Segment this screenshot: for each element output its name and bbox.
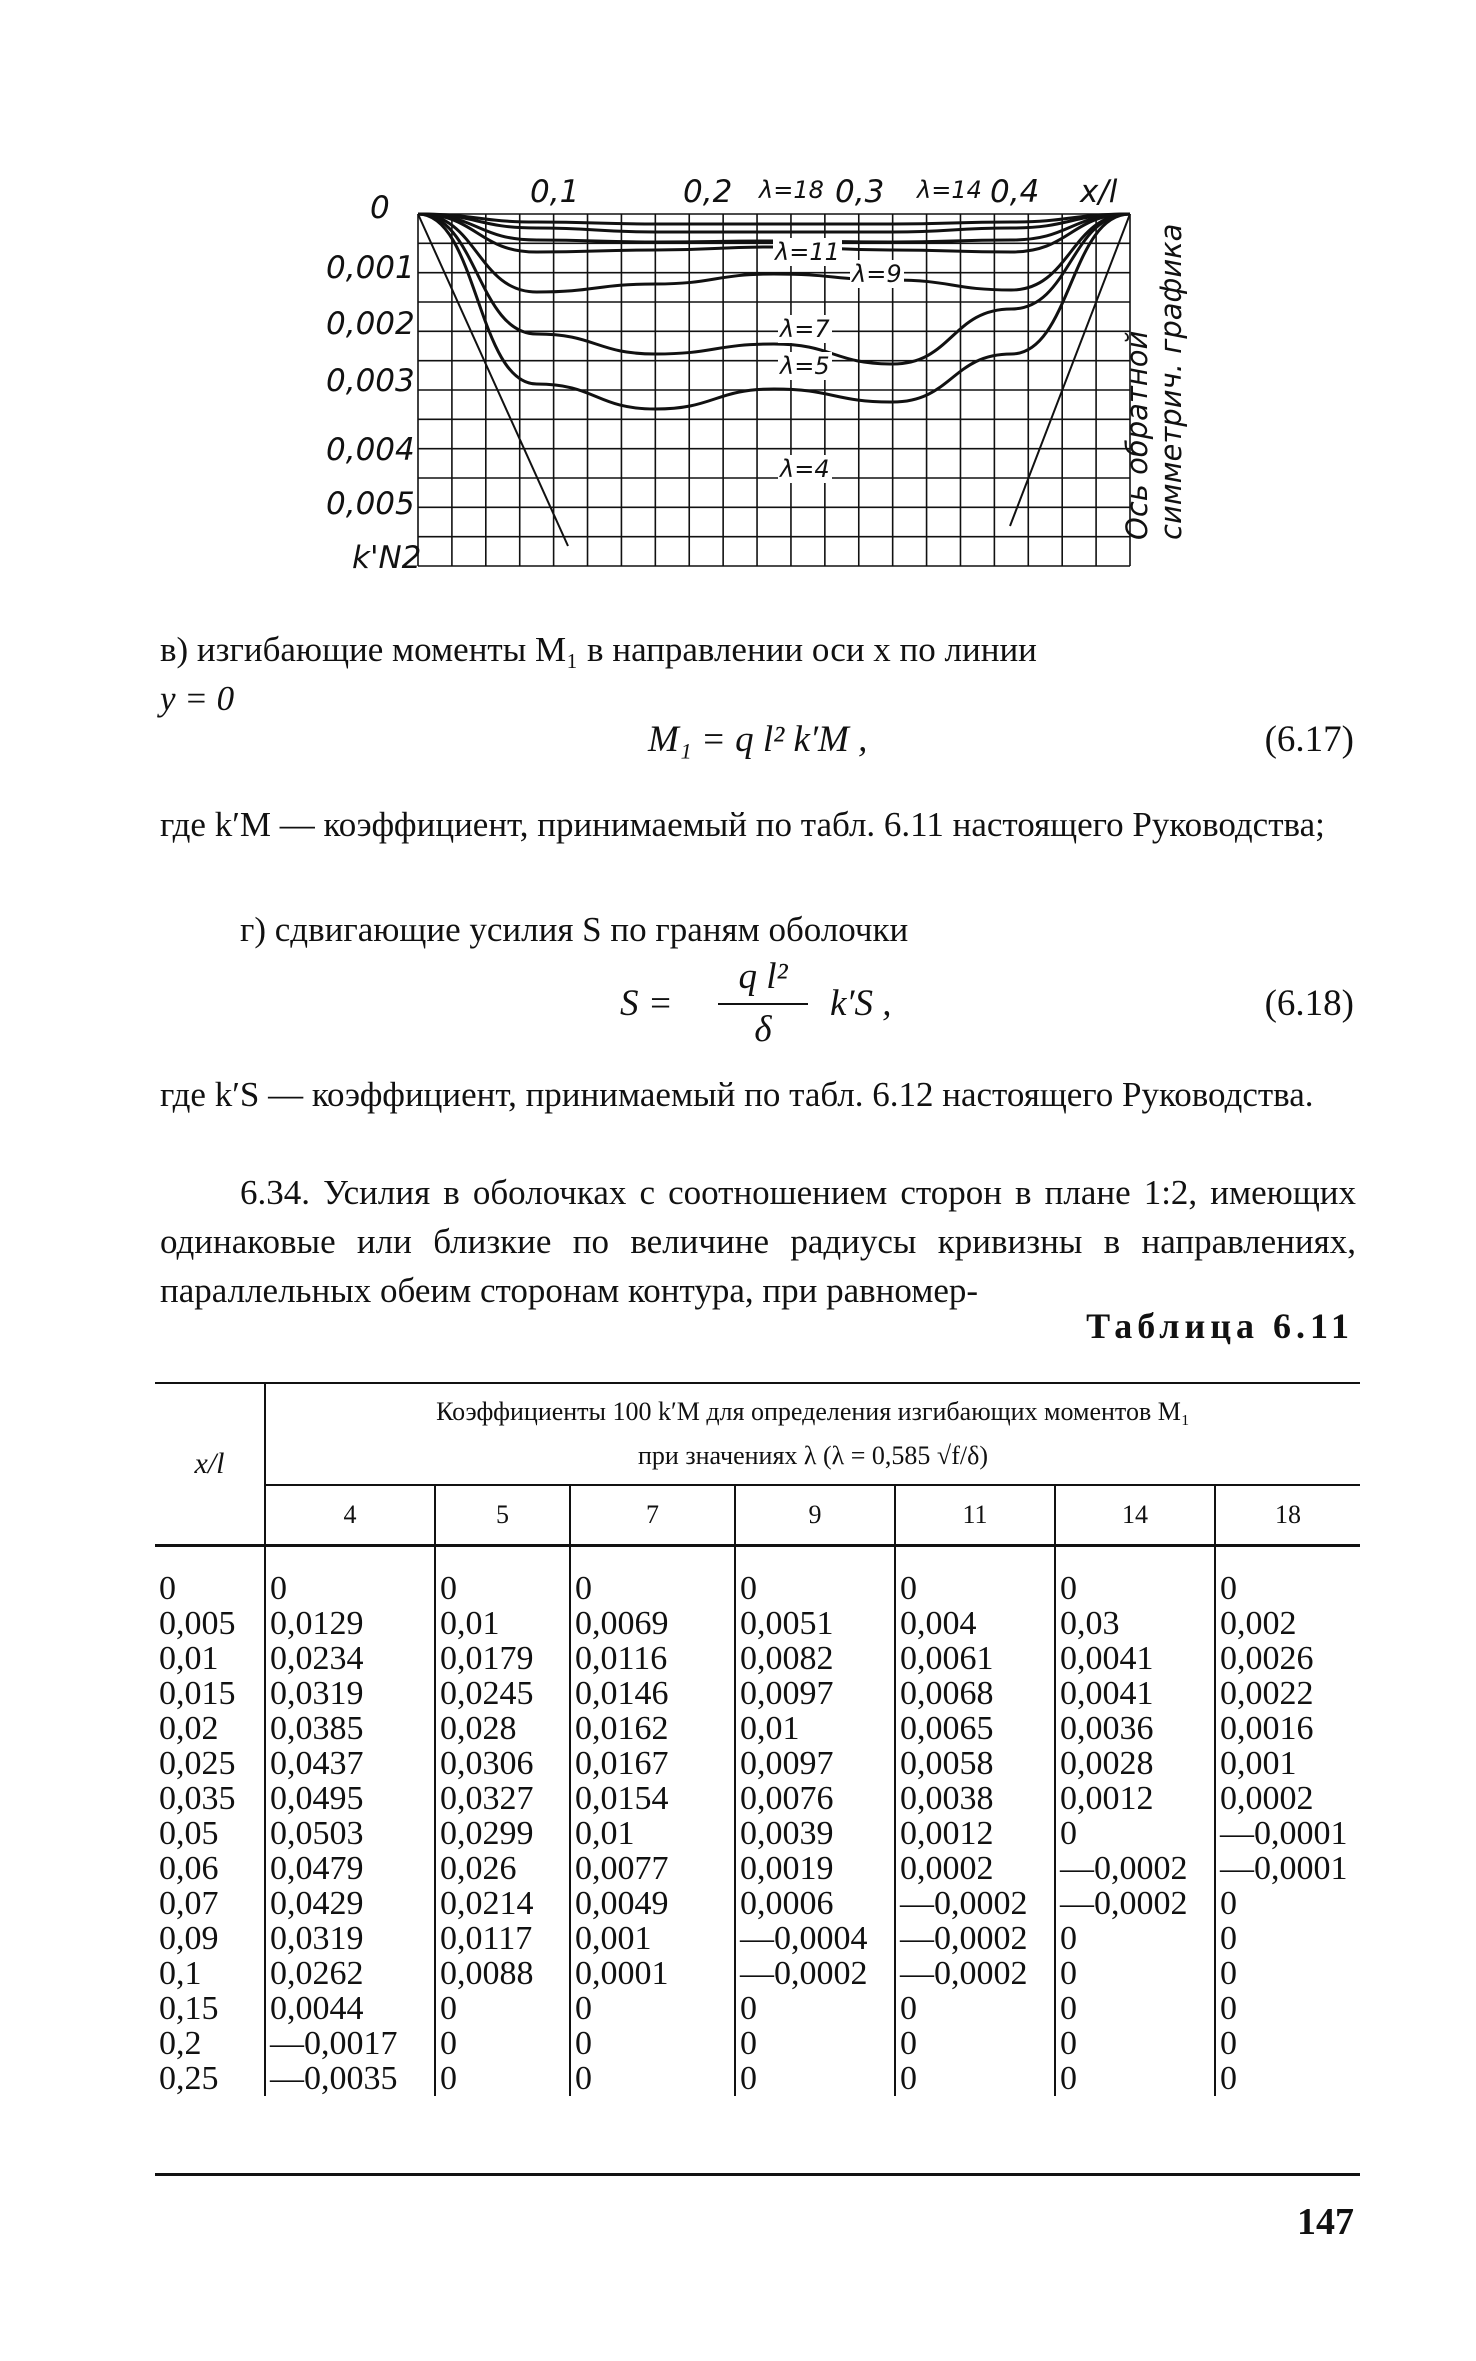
table-cell-value: 0,0146 (570, 1676, 735, 1711)
table-cell-value: —0,0035 (265, 2061, 435, 2096)
symmetry-axis-note (1100, 220, 1220, 540)
group-header-line1: Коэффициенты 100 k′M для определения изгибающих моментов M₁ (436, 1397, 1190, 1426)
table-cell-xl: 0,25 (159, 2060, 219, 2097)
para-v-line1: в) изгибающие моменты M₁ в направлении оси x по линии (160, 630, 1037, 669)
table-cell-value: 0 (435, 1991, 570, 2026)
table-row (155, 1676, 1360, 1711)
group-header-line2: при значениях λ (λ = 0,585 √f/δ) (637, 1441, 988, 1470)
table-cell-value: 0 (1215, 2061, 1360, 2096)
table-row (155, 1991, 1360, 2026)
table-cell-value: 0,0167 (570, 1746, 735, 1781)
para-v-line2: y = 0 (160, 679, 235, 718)
table-cell-value: 0,0006 (735, 1886, 895, 1921)
table-cell-value: 0,0088 (435, 1956, 570, 1991)
table-row (155, 1781, 1360, 1816)
table-cell-value: 0 (265, 1546, 435, 1607)
table-cell-value: 0,0049 (570, 1886, 735, 1921)
table-cell-value: 0 (895, 1546, 1055, 1607)
x-tick-04: 0,4 (990, 174, 1040, 210)
curve-lambda-18 (418, 214, 1130, 224)
table-cell-value: 0 (735, 2061, 895, 2096)
curve-label-5: λ=5 (780, 352, 830, 380)
table-cell-value: 0,0076 (735, 1781, 895, 1816)
table-cell-value: 0,0299 (435, 1816, 570, 1851)
table-cell-value: 0,0385 (265, 1711, 435, 1746)
table-cell-value: —0,0001 (1215, 1851, 1360, 1886)
y-tick-0: 0 (370, 190, 390, 226)
table-row (155, 1921, 1360, 1956)
lambda-header-11: 11 (895, 1485, 1055, 1546)
table-cell-value: 0 (895, 2026, 1055, 2061)
table-cell-value: 0,0162 (570, 1711, 735, 1746)
graph-grid (300, 170, 1200, 600)
table-cell-xl: 0,035 (159, 1780, 236, 1817)
table-body (155, 1546, 1360, 2097)
lambda-header-4: 4 (265, 1485, 435, 1546)
table-row (155, 1851, 1360, 1886)
table-cell-value: 0,01 (735, 1711, 895, 1746)
table-cell-value: 0 (1055, 1546, 1215, 1607)
eq618-numerator: q l² (738, 956, 788, 997)
group-header (265, 1383, 1360, 1485)
table-cell-value: 0 (435, 2061, 570, 2096)
table-cell-value: 0,0038 (895, 1781, 1055, 1816)
table-cell-value: 0,0234 (265, 1641, 435, 1676)
curve-label-14: λ=14 (917, 176, 982, 204)
table-cell-value: —0,0002 (895, 1886, 1055, 1921)
table-row (155, 1641, 1360, 1676)
fraction-bar (718, 1003, 808, 1005)
table-cell-value: 0,0495 (265, 1781, 435, 1816)
table-cell-value: 0,0117 (435, 1921, 570, 1956)
table-cell-value: 0 (435, 1546, 570, 1607)
where-ks: где k′S — коэффициент, принимаемый по табл. 6.12 настоящего Руководства. (160, 1075, 1314, 1114)
table-cell-xl: 0,05 (159, 1815, 219, 1852)
table-cell-value: —0,0017 (265, 2026, 435, 2061)
curve-label-4: λ=4 (780, 455, 830, 483)
table-cell-xl: 0,02 (159, 1710, 219, 1747)
table-cell-value: 0 (570, 1991, 735, 2026)
table-cell-value: 0,0026 (1215, 1641, 1360, 1676)
table-cell-value: 0,026 (435, 1851, 570, 1886)
table-cell-value: 0,0077 (570, 1851, 735, 1886)
curve-label-9: λ=9 (852, 260, 902, 288)
table-row (155, 1711, 1360, 1746)
table-cell-xl: 0,1 (159, 1955, 202, 1992)
table-cell-value: 0 (895, 2061, 1055, 2096)
table-cell-xl: 0,025 (159, 1745, 236, 1782)
col-header-xl: x/l (155, 1383, 265, 1546)
table-cell-value: 0,0061 (895, 1641, 1055, 1676)
table-cell-value: 0,0479 (265, 1851, 435, 1886)
curve-label-7: λ=7 (780, 315, 830, 343)
table-cell-value: 0,0082 (735, 1641, 895, 1676)
y-tick-0003: 0,003 (326, 363, 415, 399)
table-cell-value: 0,0044 (265, 1991, 435, 2026)
table-cell-value: 0,0327 (435, 1781, 570, 1816)
table-cell-xl: 0,15 (159, 1990, 219, 2027)
table-cell-value: 0,001 (1215, 1746, 1360, 1781)
table-cell-xl: 0,09 (159, 1920, 219, 1957)
table-cell-value: 0 (1055, 2026, 1215, 2061)
table-cell-xl: 0,015 (159, 1675, 236, 1712)
x-tick-02: 0,2 (683, 174, 733, 210)
table-cell-value: 0,028 (435, 1711, 570, 1746)
y-tick-0001: 0,001 (326, 250, 415, 286)
table-cell-value: 0,001 (570, 1921, 735, 1956)
x-tick-01: 0,1 (530, 174, 580, 210)
table-row (155, 1746, 1360, 1781)
table-cell-value: 0 (570, 2061, 735, 2096)
table-row (155, 1816, 1360, 1851)
table-cell-xl: 0,06 (159, 1850, 219, 1887)
lambda-header-18: 18 (1215, 1485, 1360, 1546)
table-cell-value: 0 (1055, 1921, 1215, 1956)
y-tick-0002: 0,002 (326, 306, 415, 342)
table-cell-value: 0,0306 (435, 1746, 570, 1781)
table-cell-value: —0,0002 (895, 1921, 1055, 1956)
equation-6-18-number: (6.18) (1264, 983, 1354, 1024)
table-row (155, 1886, 1360, 1921)
table-cell-value: 0 (1055, 2061, 1215, 2096)
table-cell-value: —0,0002 (895, 1956, 1055, 1991)
table-cell-value: 0,0154 (570, 1781, 735, 1816)
table-cell-value: 0,002 (1215, 1606, 1360, 1641)
table-cell-value: 0,0001 (570, 1956, 735, 1991)
table-cell-value: 0,0041 (1055, 1641, 1215, 1676)
table-cell-value: 0,0262 (265, 1956, 435, 1991)
table-6-11 (155, 1382, 1360, 2096)
para-v (160, 625, 1356, 723)
eq618-lhs: S = (620, 983, 673, 1024)
table-cell-value: 0,0214 (435, 1886, 570, 1921)
table-cell-value: —0,0002 (735, 1956, 895, 1991)
lambda-header-7: 7 (570, 1485, 735, 1546)
eq618-denominator: δ (754, 1009, 772, 1050)
where-km: где k′M — коэффициент, принимаемый по табл. 6.11 настоящего Руководства; (160, 805, 1325, 844)
symmetry-note-line2: симметрич. графика (1154, 223, 1188, 540)
table-cell-value: 0,0319 (265, 1676, 435, 1711)
y-tick-0004: 0,004 (326, 432, 415, 468)
table-cell-value: 0,0319 (265, 1921, 435, 1956)
table-cell-value: 0,0041 (1055, 1676, 1215, 1711)
table-cell-value: 0 (1055, 1991, 1215, 2026)
table-cell-value: 0,0245 (435, 1676, 570, 1711)
table-cell-value: 0,0012 (895, 1816, 1055, 1851)
table-cell-xl: 0 (159, 1570, 176, 1607)
table-cell-value: —0,0002 (1055, 1851, 1215, 1886)
equation-6-17: M₁ = q l² k′M , (648, 719, 868, 760)
table-bottom-rule (155, 2173, 1360, 2176)
para-g: г) сдвигающие усилия S по граням оболочки (240, 910, 909, 949)
table-cell-value: 0 (1215, 2026, 1360, 2061)
table-cell-value: 0,0022 (1215, 1676, 1360, 1711)
table-cell-value: 0,004 (895, 1606, 1055, 1641)
page-number: 147 (1297, 2201, 1354, 2243)
table-cell-value: 0,0028 (1055, 1746, 1215, 1781)
lambda-header-9: 9 (735, 1485, 895, 1546)
table-cell-value: 0,01 (435, 1606, 570, 1641)
table-row (155, 1606, 1360, 1641)
table-cell-value: 0,0016 (1215, 1711, 1360, 1746)
y-tick-0005: 0,005 (326, 486, 415, 522)
table-cell-value: —0,0002 (1055, 1886, 1215, 1921)
table-cell-value: 0 (570, 1546, 735, 1607)
table-cell-value: 0,0429 (265, 1886, 435, 1921)
table-cell-value: 0,0002 (895, 1851, 1055, 1886)
table-cell-value: 0,0129 (265, 1606, 435, 1641)
curve-diagonal-left (418, 214, 568, 546)
table-cell-value: 0 (1215, 1991, 1360, 2026)
table-row (155, 2026, 1360, 2061)
x-axis-label: x/l (1080, 174, 1118, 210)
para-6-34: 6.34. Усилия в оболочках с соотношением сторон в плане 1:2, имеющих одинаковые или близкие по величине радиусы кривизны в направлениях, параллельных обеим сторонам контура, при равномер- (160, 1173, 1356, 1310)
table-cell-value: 0 (1215, 1886, 1360, 1921)
table-caption: Таблица 6.11 (1086, 1306, 1354, 1346)
table-cell-value: 0,03 (1055, 1606, 1215, 1641)
table-cell-xl: 0,01 (159, 1640, 219, 1677)
y-axis-label: k'N2 (352, 540, 422, 576)
table-cell-value: 0,0097 (735, 1746, 895, 1781)
table-cell-xl: 0,005 (159, 1605, 236, 1642)
table-cell-value: 0 (735, 1991, 895, 2026)
table-cell-value: 0 (895, 1991, 1055, 2026)
table-cell-value: 0 (735, 1546, 895, 1607)
table-cell-value: 0,0116 (570, 1641, 735, 1676)
table-cell-value: 0,0065 (895, 1711, 1055, 1746)
table-cell-value: 0 (1215, 1921, 1360, 1956)
table-row (155, 1546, 1360, 1607)
table-cell-value: —0,0004 (735, 1921, 895, 1956)
table-cell-value: —0,0001 (1215, 1816, 1360, 1851)
table-cell-value: 0,0097 (735, 1676, 895, 1711)
lambda-header-14: 14 (1055, 1485, 1215, 1546)
table-cell-value: 0,0437 (265, 1746, 435, 1781)
table-cell-value: 0,01 (570, 1816, 735, 1851)
table-cell-value: 0 (1215, 1546, 1360, 1607)
table-cell-value: 0,0179 (435, 1641, 570, 1676)
eq618-rhs: k′S , (830, 983, 892, 1024)
table-cell-value: 0 (1055, 1956, 1215, 1991)
table-row (155, 1956, 1360, 1991)
table-cell-value: 0 (570, 2026, 735, 2061)
table-cell-value: 0,0036 (1055, 1711, 1215, 1746)
curve-label-11: λ=11 (775, 238, 840, 266)
table-cell-value: 0,0058 (895, 1746, 1055, 1781)
table-cell-value: 0 (1055, 1816, 1215, 1851)
table-cell-value: 0 (1215, 1956, 1360, 1991)
table-cell-xl: 0,2 (159, 2025, 202, 2062)
equation-6-17-number: (6.17) (1264, 719, 1354, 760)
table-cell-value: 0,0012 (1055, 1781, 1215, 1816)
table-cell-value: 0,0019 (735, 1851, 895, 1886)
lambda-header-5: 5 (435, 1485, 570, 1546)
table-cell-value: 0,0051 (735, 1606, 895, 1641)
curve-label-18: λ=18 (759, 176, 824, 204)
table-cell-value: 0 (735, 2026, 895, 2061)
table-cell-value: 0,0068 (895, 1676, 1055, 1711)
table-cell-value: 0,0503 (265, 1816, 435, 1851)
table-cell-value: 0 (435, 2026, 570, 2061)
x-tick-03: 0,3 (835, 174, 885, 210)
symmetry-note-line1: Ось обратной (1120, 330, 1154, 540)
table-cell-xl: 0,07 (159, 1885, 219, 1922)
table-cell-value: 0,0039 (735, 1816, 895, 1851)
table-cell-value: 0,0002 (1215, 1781, 1360, 1816)
table-row (155, 2061, 1360, 2096)
table-cell-value: 0,0069 (570, 1606, 735, 1641)
